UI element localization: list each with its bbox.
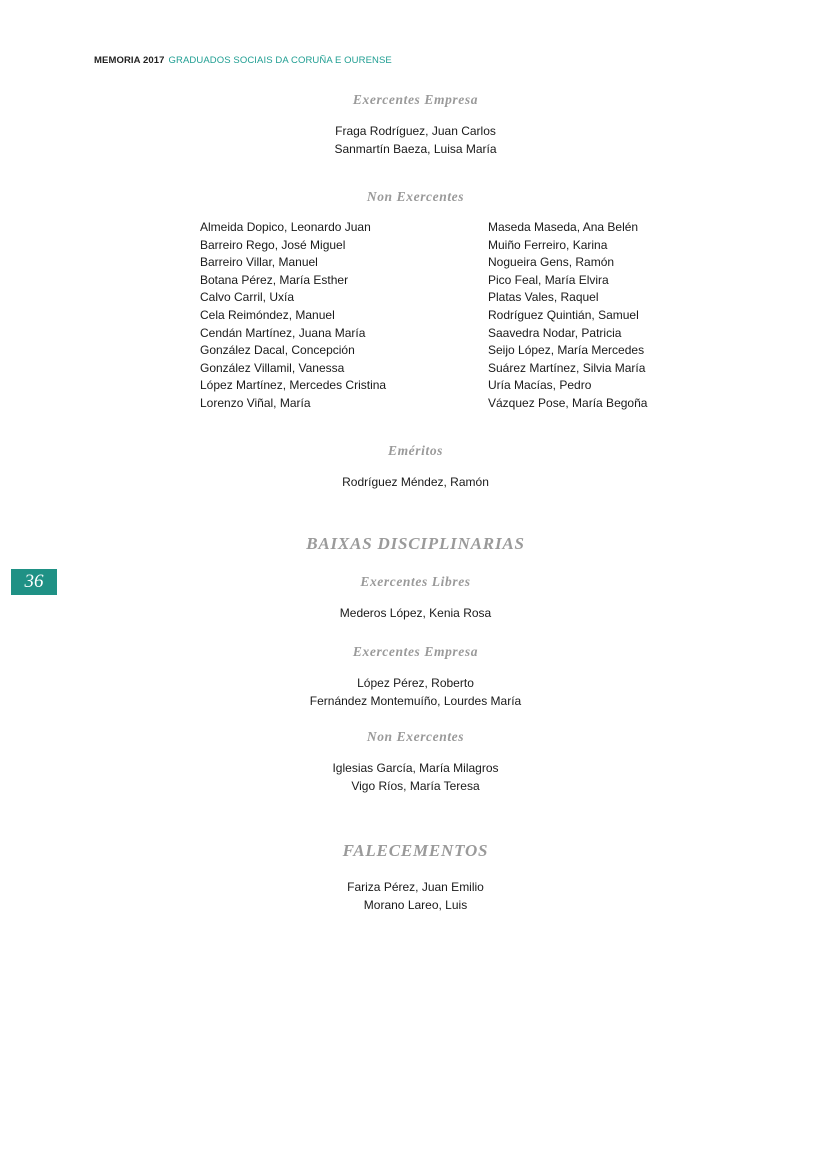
section-title-falecementos: FALECEMENTOS: [342, 841, 489, 860]
list-item: Maseda Maseda, Ana Belén: [488, 220, 639, 234]
list-item: Morano Lareo, Luis: [363, 898, 468, 912]
list-item: Barreiro Villar, Manuel: [200, 255, 318, 270]
list-item: Almeida Dopico, Leonardo Juan: [200, 220, 371, 234]
list-item: López Pérez, Roberto: [357, 676, 474, 690]
list-item: Rodríguez Méndez, Ramón: [342, 475, 489, 489]
header-report-title: MEMORIA 2017: [94, 55, 165, 66]
section-title-baixas: BAIXAS DISCIPLINARIAS: [306, 534, 525, 553]
list-item: Mederos López, Kenia Rosa: [339, 606, 492, 620]
names-baixas-exercentes-empresa: [0, 674, 831, 710]
list-item: Lorenzo Viñal, María: [200, 395, 311, 410]
list-item: Calvo Carril, Uxía: [200, 290, 295, 305]
list-item: Fernández Montemuíño, Lourdes María: [309, 694, 522, 708]
list-item: Cela Reimóndez, Manuel: [200, 307, 335, 322]
list-item: González Dacal, Concepción: [200, 343, 355, 358]
list-item: Seijo López, María Mercedes: [488, 343, 645, 358]
names-baixas-non-exercentes: [0, 759, 831, 795]
list-item: Iglesias García, María Milagros: [332, 761, 499, 775]
names-exercentes-libres: [0, 604, 831, 622]
heading-emeritos: Eméritos: [387, 443, 444, 458]
list-item: Nogueira Gens, Ramón: [488, 255, 615, 270]
list-item: Botana Pérez, María Esther: [200, 272, 349, 287]
list-item: Fariza Pérez, Juan Emilio: [347, 880, 484, 894]
list-item: González Villamil, Vanessa: [200, 360, 345, 375]
non-exercentes-left-column: [200, 219, 386, 413]
list-item: Vázquez Pose, María Begoña: [488, 395, 648, 410]
list-item: Cendán Martínez, Juana María: [200, 325, 366, 340]
non-exercentes-right-column: [488, 219, 647, 413]
page-number-tab: 36: [11, 569, 57, 595]
list-item: Saavedra Nodar, Patricia: [488, 325, 622, 340]
list-item: Uría Macías, Pedro: [488, 378, 592, 393]
heading-non-exercentes: Non Exercentes: [366, 189, 465, 204]
list-item: Pico Feal, María Elvira: [488, 272, 609, 287]
list-item: Muiño Ferreiro, Karina: [488, 237, 608, 252]
list-item: Sanmartín Baeza, Luisa María: [334, 142, 497, 156]
list-item: López Martínez, Mercedes Cristina: [200, 378, 387, 393]
list-item: Suárez Martínez, Silvia María: [488, 360, 646, 375]
list-item: Rodríguez Quintián, Samuel: [488, 307, 639, 322]
list-item: Barreiro Rego, José Miguel: [200, 237, 346, 252]
running-header: [94, 55, 392, 66]
names-exercentes-empresa: [0, 122, 831, 158]
names-emeritos: [0, 473, 831, 491]
heading-baixas-exercentes-empresa: Exercentes Empresa: [352, 644, 479, 659]
names-falecementos: [0, 878, 831, 914]
list-item: Fraga Rodríguez, Juan Carlos: [335, 124, 496, 138]
list-item: Platas Vales, Raquel: [488, 290, 599, 305]
heading-exercentes-libres: Exercentes Libres: [360, 574, 471, 589]
list-item: Vigo Ríos, María Teresa: [351, 779, 480, 793]
header-organization: GRADUADOS SOCIAIS DA CORUÑA E OURENSE: [168, 55, 392, 66]
heading-exercentes-empresa: Exercentes Empresa: [352, 92, 479, 107]
heading-baixas-non-exercentes: Non Exercentes: [366, 729, 465, 744]
